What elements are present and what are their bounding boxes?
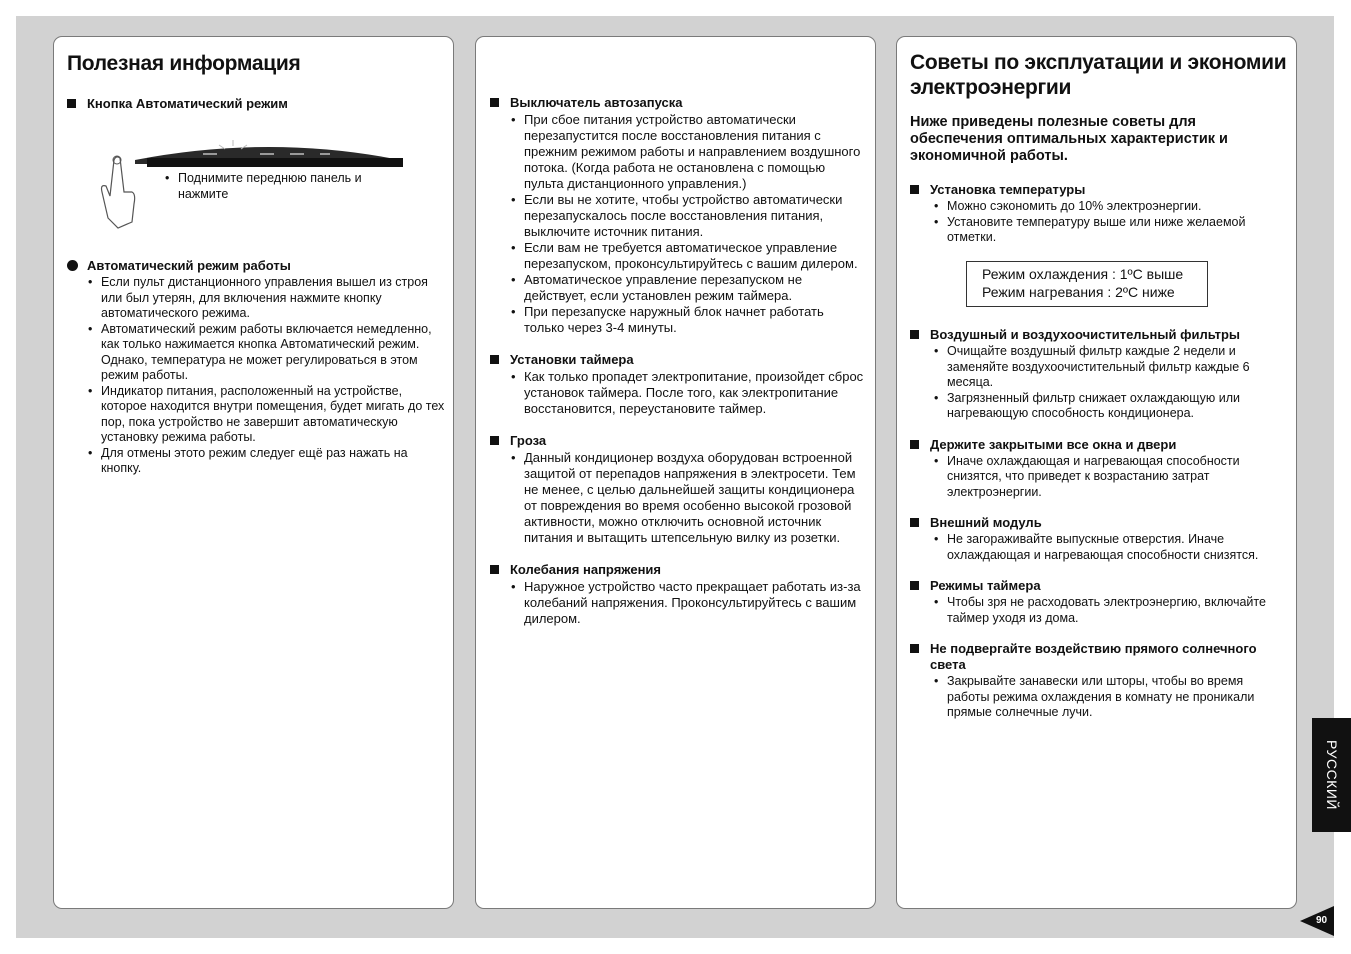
list-item: • Для отмены этото режим следуег ещё раз нажать на кнопку.: [87, 446, 445, 477]
tip-section: [490, 352, 864, 417]
tip-section: [910, 515, 1285, 563]
auto-mode-section: [67, 258, 445, 477]
tip-list: [490, 450, 864, 546]
list-item: • При сбое питания устройство автоматически перезапустится после восстановления питания с прежним режимом работы и направлением воздушного потока. (Когда работа не остановлена с помощью пульта дистанционного управления.): [510, 112, 864, 192]
section-heading: Автоматический режим работы: [67, 258, 445, 274]
tip-list: [910, 595, 1285, 626]
tip-list: [490, 369, 864, 417]
section-heading: Внешний модуль: [910, 515, 1285, 531]
temperature-section: [910, 182, 1285, 246]
list-item: • Данный кондиционер воздуха оборудован встроенной защитой от перепадов напряжения в электросети. Тем не менее, с целью дальнейшей защиты кондиционера от повреждения во время особенно высокой грозовой активности, можно отключить основной источник питания и вытащить штепсельную вилку из розетки.: [510, 450, 864, 546]
section-heading: Выключатель автозапуска: [490, 95, 864, 111]
temperature-table: [966, 261, 1208, 307]
page-number: 90: [1316, 915, 1328, 926]
square-bullet-icon: [490, 355, 499, 364]
list-item: • Автоматическое управление перезапуском не действует, если установлен режим таймера.: [510, 272, 864, 304]
section-heading: Не подвергайте воздействию прямого солнечного света: [910, 641, 1285, 673]
tip-section: [910, 437, 1285, 501]
tip-section: [910, 578, 1285, 626]
device-instruction: • Поднимите переднюю панель и нажмите: [164, 171, 404, 202]
list-item: • Не загораживайте выпускные отверстия. Иначе охлаждающая и нагревающая способности снизятся.: [933, 532, 1285, 563]
list-item: • Закрывайте занавески или шторы, чтобы во время работы режима охлаждения в комнату не проникали прямые солнечные лучи.: [933, 674, 1285, 721]
section-heading: Гроза: [490, 433, 864, 449]
auto-mode-list: [67, 275, 445, 477]
right-column: [910, 327, 1285, 721]
middle-column: [490, 95, 864, 627]
list-item: • Установите температуру выше или ниже желаемой отметки.: [933, 215, 1285, 246]
section-heading: Установка температуры: [910, 182, 1285, 198]
square-bullet-icon: [910, 644, 919, 653]
circle-bullet-icon: [67, 260, 78, 271]
square-bullet-icon: [910, 581, 919, 590]
cooling-row: Режим охлаждения : 1ºС выше: [982, 266, 1184, 282]
list-item: • Если вам не требуется автоматическое управление перезапуском, проконсультируйтесь с вашим дилером.: [510, 240, 864, 272]
intro-text: Ниже приведены полезные советы для обеспечения оптимальных характеристик и экономичной работы.: [910, 114, 1228, 164]
section-title: Советы по эксплуатации и экономии электроэнергии: [910, 51, 1287, 99]
tip-list: [910, 674, 1285, 721]
tip-list: [910, 344, 1285, 422]
square-bullet-icon: [910, 518, 919, 527]
square-bullet-icon: [490, 565, 499, 574]
tip-section: [490, 562, 864, 627]
square-bullet-icon: [490, 436, 499, 445]
tip-section: [910, 327, 1285, 422]
section-heading: Режимы таймера: [910, 578, 1285, 594]
section-heading: Держите закрытыми все окна и двери: [910, 437, 1285, 453]
list-item: • Наружное устройство часто прекращает работать из-за колебаний напряжения. Проконсультируйтесь с вашим дилером.: [510, 579, 864, 627]
square-bullet-icon: [910, 440, 919, 449]
square-bullet-icon: [490, 98, 499, 107]
list-item: • При перезапуске наружный блок начнет работать только через 3-4 минуты.: [510, 304, 864, 336]
temperature-list: [910, 199, 1285, 246]
section-heading: Воздушный и воздухоочистительный фильтры: [910, 327, 1285, 343]
list-item: • Очищайте воздушный фильтр каждые 2 недели и заменяйте воздухоочистительный фильтр каждые 6 месяца.: [933, 344, 1285, 391]
tip-section: [490, 95, 864, 336]
tip-section: [490, 433, 864, 546]
tip-list: [910, 532, 1285, 563]
list-item: • Загрязненный фильтр снижает охлаждающую или нагревающую способность кондиционера.: [933, 391, 1285, 422]
section-heading: Кнопка Автоматический режим: [67, 96, 447, 112]
page-number-badge: [1300, 906, 1334, 936]
list-item: • Если пульт дистанционного управления вышел из строя или был утерян, для включения нажмите кнопку автоматического режима.: [87, 275, 445, 322]
square-bullet-icon: [67, 99, 76, 108]
tip-list: [490, 579, 864, 627]
section-heading: Установки таймера: [490, 352, 864, 368]
section-heading: Колебания напряжения: [490, 562, 864, 578]
list-item: • Чтобы зря не расходовать электроэнергию, включайте таймер уходя из дома.: [933, 595, 1285, 626]
page-title: Полезная информация: [67, 52, 301, 75]
list-item: • Индикатор питания, расположенный на устройстве, которое находится внутри помещения, будет мигать до тех пор, пока устройство не завершит автоматическую установку режима работы.: [87, 384, 445, 446]
square-bullet-icon: [910, 330, 919, 339]
list-item: • Как только пропадет электропитание, произойдет сброс установок таймера. После того, как электропитание восстановится, переустановите таймер.: [510, 369, 864, 417]
language-tab: РУССКИЙ: [1312, 718, 1351, 832]
auto-button-section: [67, 96, 447, 113]
square-bullet-icon: [910, 185, 919, 194]
heating-row: Режим нагревания : 2ºС ниже: [982, 284, 1175, 300]
list-item: • Можно сэкономить до 10% электроэнергии.: [933, 199, 1285, 215]
tip-list: [910, 454, 1285, 501]
list-item: • Автоматический режим работы включается немедленно, как только нажимается кнопка Автоматический режим. Однако, температура не может регулироваться в этом режим работы.: [87, 322, 445, 384]
list-item: • Если вы не хотите, чтобы устройство автоматически перезапускалось после восстановления питания, выключите источник питания.: [510, 192, 864, 240]
list-item: • Иначе охлаждающая и нагревающая способности снизятся, что приведет к возрастанию затрат электроэнергии.: [933, 454, 1285, 501]
hand-pointing-icon: [96, 152, 144, 232]
tip-list: [490, 112, 864, 336]
tip-section: [910, 641, 1285, 721]
